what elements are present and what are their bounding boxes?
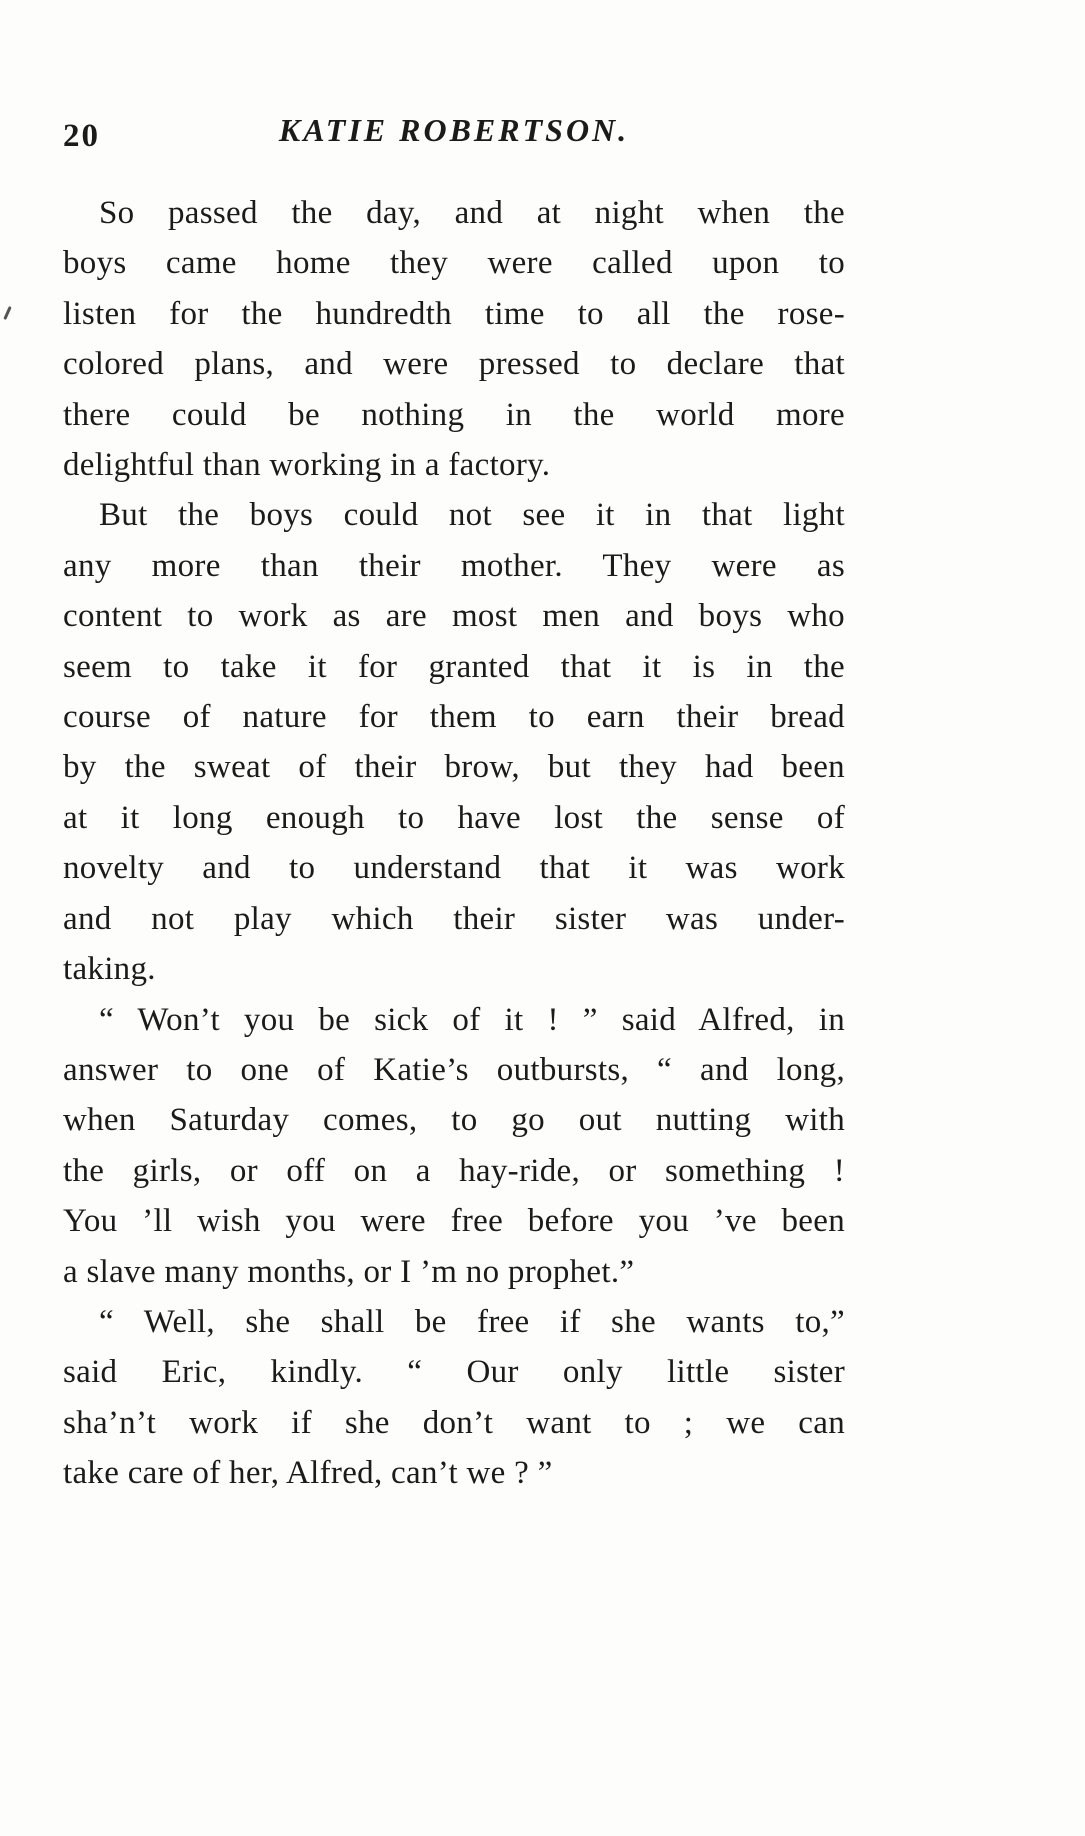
text-line: “ Won’t you be sick of it ! ” said Alfred, in [99, 1001, 845, 1038]
text-line: So passed the day, and at night when the [99, 195, 845, 231]
text-line: “ Well, she shall be free if she wants to,” [99, 1303, 845, 1340]
text-line: there could be nothing in the world more [63, 396, 845, 433]
text-line: a slave many months, or I ’m no prophet.” [63, 1253, 635, 1290]
text-line: said Eric, kindly. “ Our only little sister [63, 1354, 845, 1391]
text-line: content to work as are most men and boys who [63, 598, 845, 635]
page-header [63, 112, 845, 160]
text-line: You ’ll wish you were free before you ’ve been [63, 1203, 845, 1240]
running-head-title: KATIE ROBERTSON. [278, 112, 630, 148]
text-line: when Saturday comes, to go out nutting with [63, 1102, 845, 1139]
text-line: take care of her, Alfred, can’t we ? ” [63, 1455, 553, 1492]
text-line: colored plans, and were pressed to declare that [63, 346, 845, 383]
text-line: novelty and to understand that it was work [63, 850, 845, 887]
text-line: course of nature for them to earn their bread [63, 699, 845, 736]
text-line: boys came home they were called upon to [63, 245, 845, 282]
text-line: by the sweat of their brow, but they had been [63, 749, 845, 786]
text-line: and not play which their sister was under- [63, 900, 845, 937]
text-line: answer to one of Katie’s outbursts, “ and long, [63, 1051, 845, 1088]
page-number: 20 [63, 118, 100, 154]
text-line: But the boys could not see it in that light [99, 497, 845, 534]
text-line: delightful than working in a factory. [63, 447, 551, 484]
text-line: the girls, or off on a hay-ride, or something ! [63, 1152, 845, 1189]
text-line: sha’n’t work if she don’t want to ; we can [63, 1404, 845, 1441]
text-line: at it long enough to have lost the sense of [63, 799, 845, 836]
text-line: taking. [63, 951, 156, 988]
scan-artifact-mark [3, 306, 11, 320]
text-line: listen for the hundredth time to all the rose- [63, 295, 845, 332]
text-line: any more than their mother. They were as [63, 547, 845, 584]
body-text [63, 188, 845, 1499]
text-line: seem to take it for granted that it is in the [63, 648, 845, 685]
